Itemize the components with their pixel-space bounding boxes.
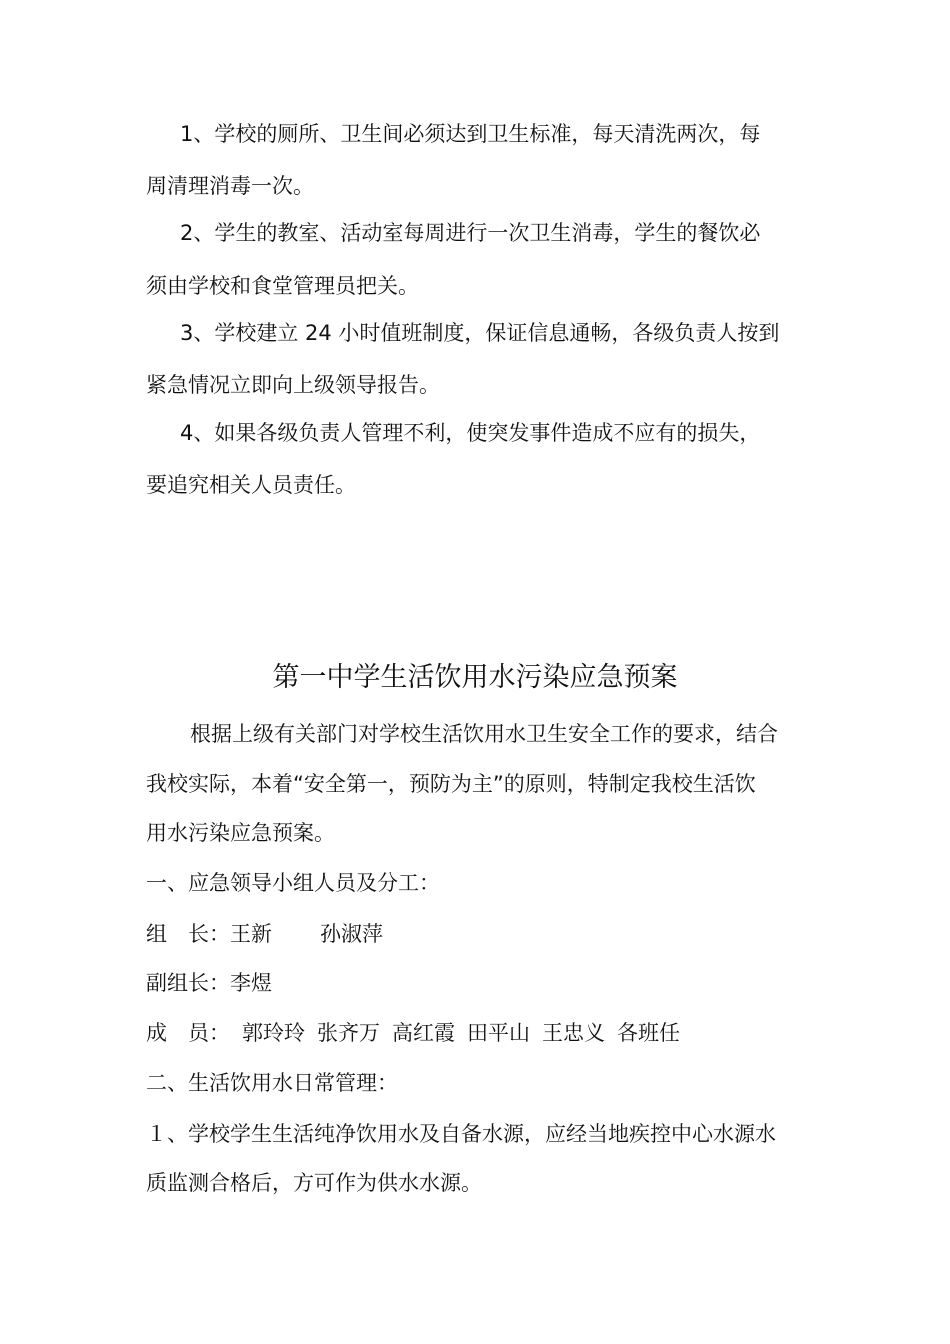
member-name: 王忠义 xyxy=(542,1021,605,1045)
item-3-line-2: 紧急情况立即向上级领导报告。 xyxy=(146,373,440,397)
member-name: 高红霞 xyxy=(392,1021,455,1045)
intro-line-2: 我校实际，本着“安全第一，预防为主”的原则，特制定我校生活饮 xyxy=(146,772,756,796)
item-3-line-1: 3、学校建立 24 小时值班制度，保证信息通畅，各级负责人按到 xyxy=(180,321,780,345)
member-name: 张齐万 xyxy=(317,1021,380,1045)
leader-name: 孙淑萍 xyxy=(320,922,383,946)
leader-label: 组 长： xyxy=(146,922,230,946)
intro-line-1: 根据上级有关部门对学校生活饮用水卫生安全工作的要求，结合 xyxy=(190,722,778,746)
intro-line-3: 用水污染应急预案。 xyxy=(146,821,335,845)
section-1-heading: 一、应急领导小组人员及分工： xyxy=(146,871,440,895)
member-name: 田平山 xyxy=(467,1021,530,1045)
item-1-line-1: 1、学校的厕所、卫生间必须达到卫生标准，每天清洗两次，每 xyxy=(180,122,761,146)
plan-title: 第一中学生活饮用水污染应急预案 xyxy=(272,662,678,693)
item-2-line-1: 2、学生的教室、活动室每周进行一次卫生消毒，学生的餐饮必 xyxy=(180,221,761,245)
item-4-line-1: 4、如果各级负责人管理不利，使突发事件造成不应有的损失， xyxy=(180,421,761,445)
leader-row xyxy=(146,920,826,948)
deputy-row xyxy=(146,969,826,997)
section-2-item-1-line-1: １、学校学生生活纯净饮用水及自备水源，应经当地疾控中心水源水 xyxy=(146,1122,776,1146)
member-name: 各班任 xyxy=(617,1021,680,1045)
deputy-label: 副组长： xyxy=(146,971,230,995)
member-name: 郭玲玲 xyxy=(242,1021,305,1045)
deputy-name: 李煜 xyxy=(230,971,272,995)
item-1-line-2: 周清理消毒一次。 xyxy=(146,174,314,198)
leader-name: 王新 xyxy=(230,922,272,946)
member-row xyxy=(146,1019,826,1047)
item-4-line-2: 要追究相关人员责任。 xyxy=(146,473,356,497)
section-2-item-1-line-2: 质监测合格后，方可作为供水水源。 xyxy=(146,1171,482,1195)
member-label: 成 员： xyxy=(146,1021,230,1045)
section-2-heading: 二、生活饮用水日常管理： xyxy=(146,1071,398,1095)
item-2-line-2: 须由学校和食堂管理员把关。 xyxy=(146,274,419,298)
